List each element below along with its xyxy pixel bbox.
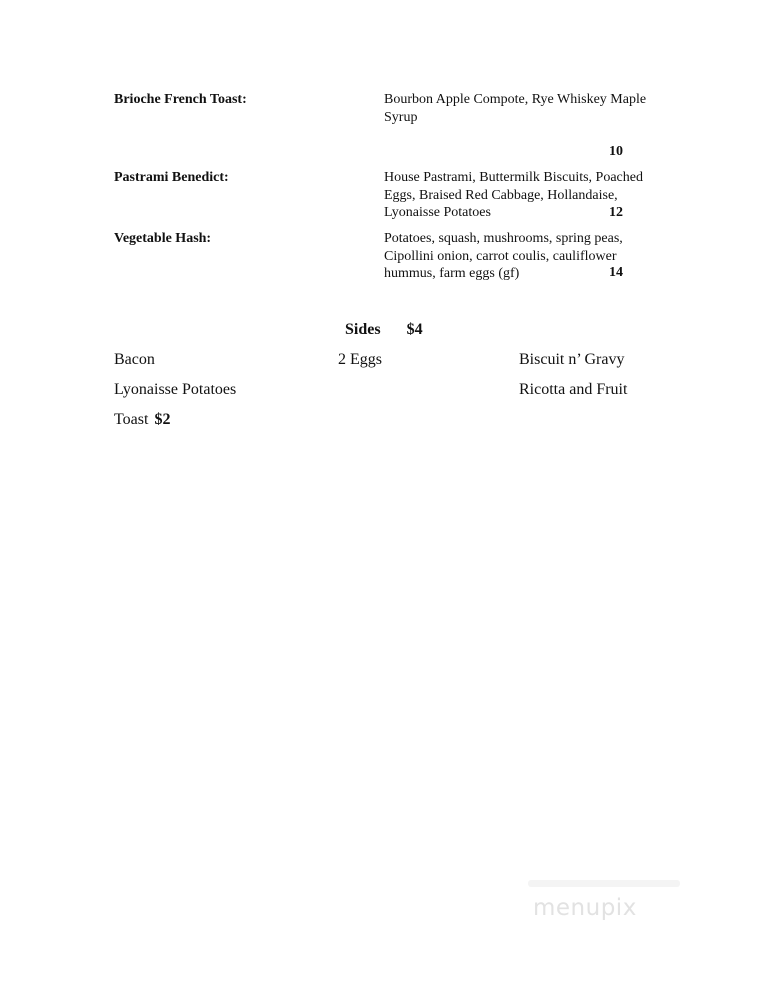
- toast-label: Toast: [114, 411, 149, 428]
- dish-description: Potatoes, squash, mushrooms, spring peas, Cipollini onion, carrot coulis, cauliflower hummus, farm eggs (gf): [384, 231, 623, 281]
- side-item-eggs: 2 Eggs: [338, 351, 382, 368]
- sides-heading: [345, 320, 423, 340]
- dish-name: Vegetable Hash:: [114, 231, 212, 246]
- dish-description: Bourbon Apple Compote, Rye Whiskey Maple Syrup: [384, 92, 647, 125]
- dish-price: 14: [609, 265, 623, 280]
- watermark-bar: [528, 880, 680, 887]
- dish-price: 12: [609, 205, 623, 220]
- dish-price: 10: [609, 144, 623, 159]
- side-item-toast: [114, 410, 170, 430]
- sides-title: Sides: [345, 321, 381, 338]
- side-item-bacon: Bacon: [114, 351, 155, 368]
- side-item-lyonaisse-potatoes: Lyonaisse Potatoes: [114, 381, 237, 398]
- dish-name: Pastrami Benedict:: [114, 170, 229, 185]
- side-item-biscuit-gravy: Biscuit n’ Gravy: [519, 351, 625, 368]
- side-item-ricotta-fruit: Ricotta and Fruit: [519, 381, 628, 398]
- menupix-watermark-logo: menupix: [533, 895, 637, 921]
- dish-name: Brioche French Toast:: [114, 92, 247, 107]
- sides-price: $4: [406, 321, 423, 338]
- toast-price: $2: [154, 411, 171, 428]
- dish-description: House Pastrami, Buttermilk Biscuits, Poached Eggs, Braised Red Cabbage, Hollandaise, Lyonaisse Potatoes: [384, 170, 643, 220]
